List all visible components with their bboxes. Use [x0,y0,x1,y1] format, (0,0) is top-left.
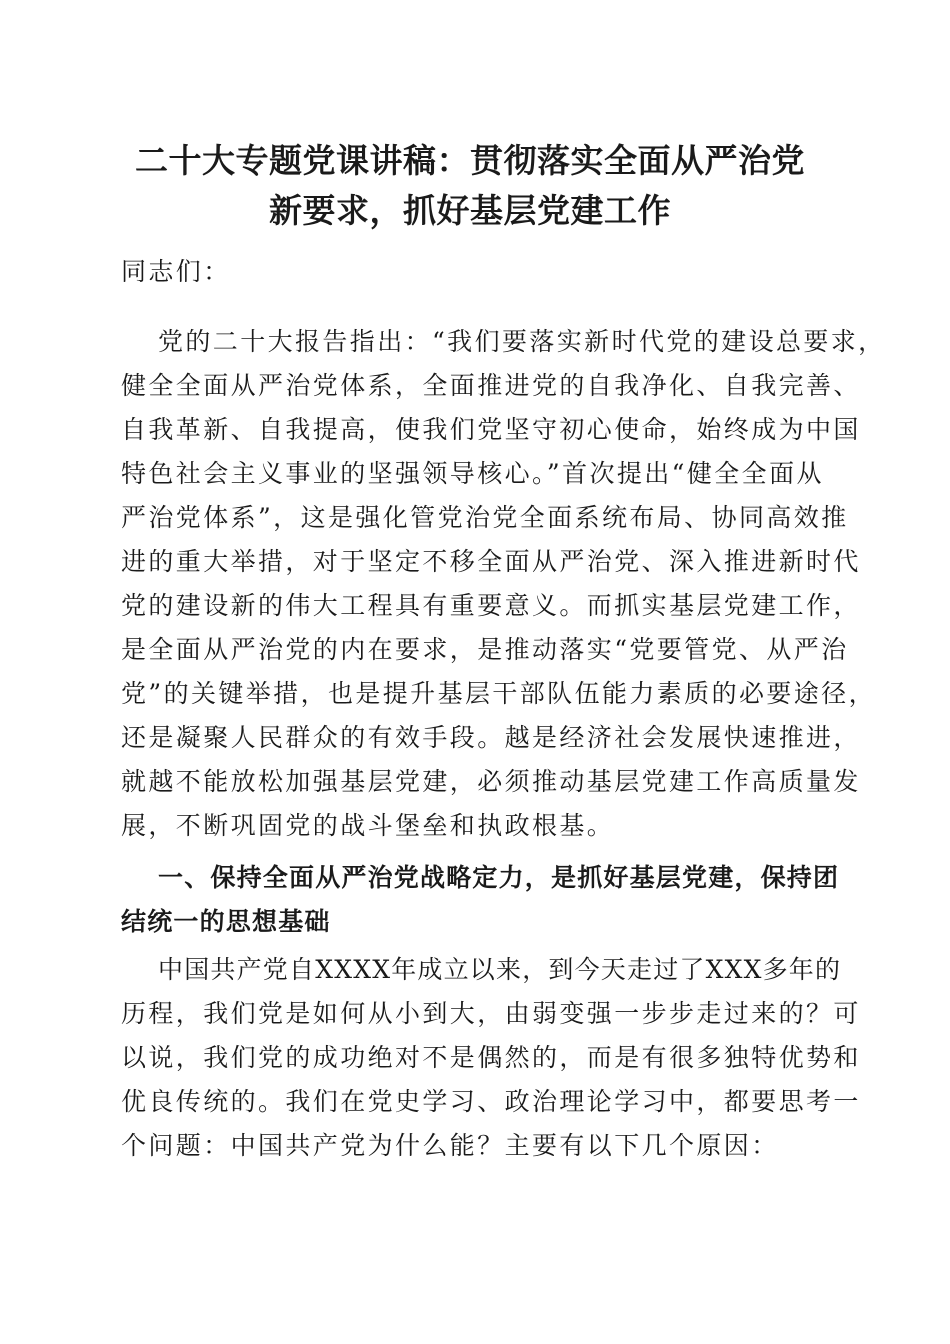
text-line: 展，不断巩固党的战斗堡垒和执政根基。 [121,811,615,840]
salutation: 同志们： [121,257,231,286]
document-title [100,136,840,236]
text-line: 个问题：中国共产党为什么能？主要有以下几个原因： [121,1131,779,1160]
text-line: 以说，我们党的成功绝对不是偶然的，而是有很多独特优势和 [121,1043,861,1072]
text-line: 党的二十大报告指出：“我们要落实新时代党的建设总要求， [158,327,886,356]
text-line: 严治党体系”，这是强化管党治党全面系统布局、协同高效推 [121,503,849,532]
text-line: 进的重大举措，对于坚定不移全面从严治党、深入推进新时代 [121,547,861,576]
title-line: 二十大专题党课讲稿：贯彻落实全面从严治党 [135,141,805,180]
text-line: 党的建设新的伟大工程具有重要意义。而抓实基层党建工作， [121,591,861,620]
text-line: 党”的关键举措，也是提升基层干部队伍能力素质的必要途径， [121,679,876,708]
text-line: 还是凝聚人民群众的有效手段。越是经济社会发展快速推进， [121,723,861,752]
text-line: 健全全面从严治党体系，全面推进党的自我净化、自我完善、 [121,371,861,400]
heading-line: 结统一的思想基础 [121,907,331,936]
text-line: 自我革新、自我提高，使我们党坚守初心使命，始终成为中国 [121,415,861,444]
text-line: 是全面从严治党的内在要求，是推动落实“党要管党、从严治 [121,635,849,664]
text-line: 优良传统的。我们在党史学习、政治理论学习中，都要思考一 [121,1087,861,1116]
text-line: 历程，我们党是如何从小到大，由弱变强一步步走过来的？可 [121,999,861,1028]
title-line: 新要求，抓好基层党建工作 [269,191,671,230]
text-line: 特色社会主义事业的坚强领导核心。”首次提出“健全全面从 [121,459,824,488]
text-line: 中国共产党自XXXX年成立以来，到今天走过了XXX多年的 [158,955,842,984]
text-line: 就越不能放松加强基层党建，必须推动基层党建工作高质量发 [121,767,861,796]
heading-line: 一、保持全面从严治党战略定力，是抓好基层党建，保持团 [158,863,840,892]
